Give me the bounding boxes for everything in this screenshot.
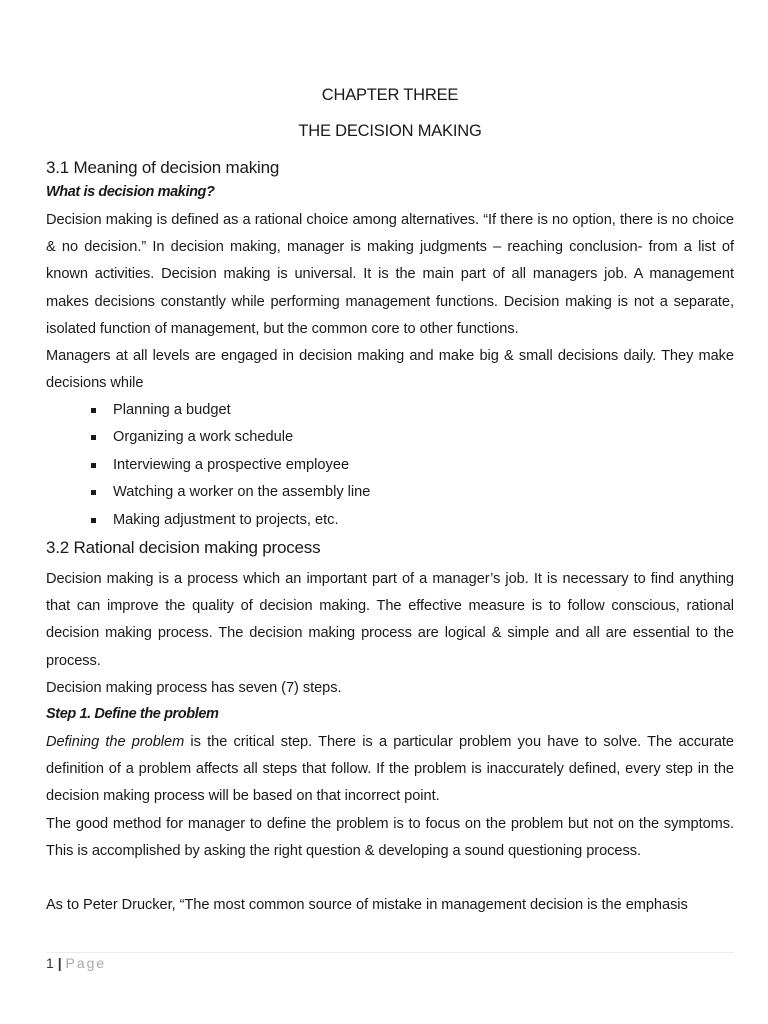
paragraph-process: Decision making is a process which an important part of a manager’s job. It is necessary to find anything that can improve the quality of decision making. The effective measure is to follow conscious, rational decision making process. The decision making process are logical & simple and all are essential to the process.: [46, 571, 734, 669]
paragraph-managers: Managers at all levels are engaged in decision making and make big & small decisions daily. They make decisions while: [46, 348, 734, 392]
page-footer: [46, 955, 106, 971]
bullet-list: [46, 397, 370, 534]
step-1-lead: Defining the problem: [46, 734, 185, 750]
list-item: Making adjustment to projects, etc.: [46, 507, 370, 534]
list-item: Organizing a work schedule: [46, 424, 370, 451]
square-bullet-icon: [91, 463, 96, 468]
list-item: Interviewing a prospective employee: [46, 452, 370, 479]
square-bullet-icon: [91, 408, 96, 413]
footer-separator: |: [57, 955, 62, 971]
section-heading-3-2: 3.2 Rational decision making process: [46, 538, 321, 557]
page-number: 1: [46, 955, 54, 971]
list-item: Watching a worker on the assembly line: [46, 479, 370, 506]
paragraph-drucker: As to Peter Drucker, “The most common source of mistake in management decision is the emphasis: [46, 897, 688, 913]
footer-divider: [46, 952, 734, 953]
page-label: Page: [65, 955, 107, 971]
paragraph-step-1: [46, 729, 734, 811]
square-bullet-icon: [91, 435, 96, 440]
paragraph-definition: Decision making is defined as a rational choice among alternatives. “If there is no option, there is no choice & no decision.” In decision making, manager is making judgments – reaching conclusion- from a list of known activities. Decision making is universal. It is the main part of all managers job. A management makes decisions constantly while performing management functions. Decision making is not a separate, isolated function of management, but the common core to other functions.: [46, 212, 734, 337]
step-1-heading: Step 1. Define the problem: [46, 706, 219, 722]
chapter-subtitle: THE DECISION MAKING: [298, 122, 482, 140]
paragraph-seven-steps: Decision making process has seven (7) steps.: [46, 680, 342, 696]
square-bullet-icon: [91, 490, 96, 495]
square-bullet-icon: [91, 518, 96, 523]
section-subheading: What is decision making?: [46, 184, 215, 200]
step-1-text: is the critical step. There is a particular problem you have to solve. The accurate definition of a problem affects all steps that follow. If the problem is inaccurately defined, every step in the decision making process will be based on that incorrect point.: [46, 734, 734, 805]
paragraph-method: The good method for manager to define the problem is to focus on the problem but not on the symptoms. This is accomplished by asking the right question & developing a sound questioning process.: [46, 816, 734, 860]
chapter-title: CHAPTER THREE: [321, 86, 459, 104]
list-item: Planning a budget: [46, 397, 370, 424]
section-heading-3-1: 3.1 Meaning of decision making: [46, 158, 280, 177]
